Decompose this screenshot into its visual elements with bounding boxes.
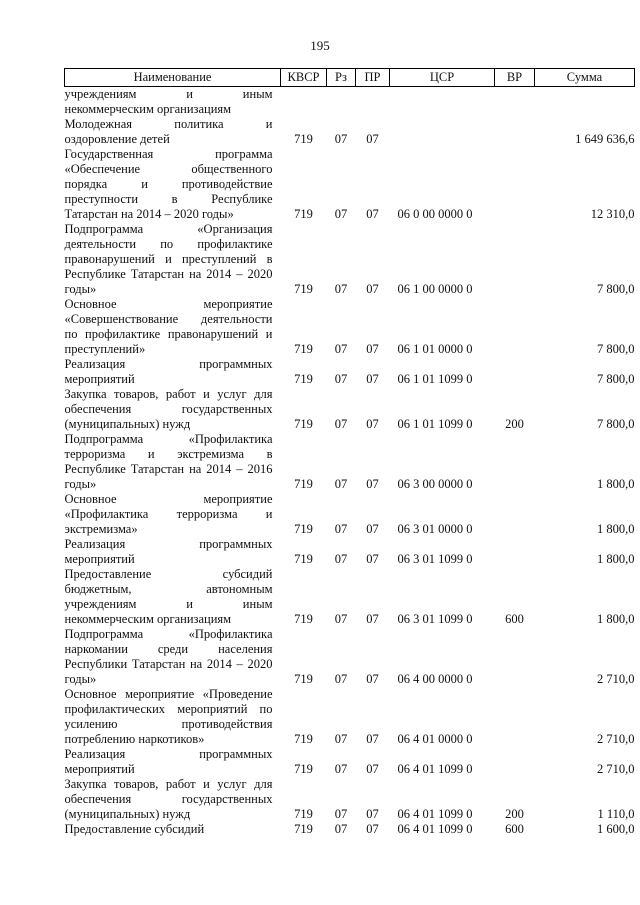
row-name-line: Подпрограмма «Организация <box>64 222 273 236</box>
row-name-line: учреждениям и иным <box>64 597 273 611</box>
row-sum: 1 649 636,6 <box>575 132 635 146</box>
row-name-line: обеспечения государственных <box>64 792 273 806</box>
row-vr: 200 <box>505 417 524 431</box>
row-name-line: наркомании среди населения <box>64 642 273 656</box>
row-rz: 07 <box>334 282 348 296</box>
row-rz <box>327 87 356 118</box>
row-kvsr: 719 <box>294 417 313 431</box>
row-name <box>65 222 281 297</box>
row-sum: 1 800,0 <box>597 522 635 536</box>
row-name-line: «Обеспечение общественного <box>64 162 273 176</box>
row-sum: 2 710,0 <box>597 732 635 746</box>
table-row <box>65 432 635 492</box>
row-csr: 06 3 01 1099 0 <box>397 612 473 626</box>
row-name-line: профилактических мероприятий по <box>64 702 273 716</box>
table-row <box>65 297 635 357</box>
row-vr: 600 <box>505 822 524 836</box>
row-name <box>65 627 281 687</box>
row-name-line: «Совершенствование деятельности <box>64 312 273 326</box>
row-vr <box>495 222 535 297</box>
row-rz: 07 <box>334 342 348 356</box>
row-name <box>65 747 281 777</box>
row-rz: 07 <box>334 552 348 566</box>
row-name-line: Закупка товаров, работ и услуг для <box>64 387 273 401</box>
row-kvsr: 719 <box>294 807 313 821</box>
row-csr: 06 1 01 1099 0 <box>397 372 473 386</box>
budget-table <box>64 68 635 837</box>
table-row <box>65 492 635 537</box>
row-kvsr <box>281 87 327 118</box>
row-vr <box>495 432 535 492</box>
row-csr: 06 4 01 1099 0 <box>397 762 473 776</box>
row-vr <box>495 537 535 567</box>
table-row <box>65 822 635 837</box>
header-csr: ЦСР <box>390 69 495 87</box>
row-sum: 7 800,0 <box>597 342 635 356</box>
row-pr: 07 <box>366 417 379 431</box>
page-number: 195 <box>310 38 330 53</box>
row-sum: 2 710,0 <box>597 762 635 776</box>
table-row <box>65 567 635 627</box>
row-name-line: бюджетным, автономным <box>64 582 273 596</box>
row-name-line: Основное мероприятие <box>64 492 273 506</box>
row-name-line: оздоровление детей <box>64 132 170 146</box>
row-kvsr: 719 <box>294 342 313 356</box>
row-name-line: «Профилактика терроризма и <box>64 507 273 521</box>
row-csr: 06 4 01 1099 0 <box>397 807 473 821</box>
row-name-line: годы» <box>64 477 97 491</box>
header-sum: Сумма <box>535 69 635 87</box>
table-row <box>65 537 635 567</box>
row-name <box>65 387 281 432</box>
row-vr <box>495 87 535 118</box>
row-pr: 07 <box>366 612 379 626</box>
header-pr: ПР <box>356 69 390 87</box>
row-name-line: (муниципальных) нужд <box>64 417 191 431</box>
row-name-line: Республике Татарстан на 2014 – 2020 <box>64 267 273 281</box>
row-sum: 1 800,0 <box>597 477 635 491</box>
row-pr: 07 <box>366 207 379 221</box>
row-sum: 1 800,0 <box>597 612 635 626</box>
row-sum: 1 110,0 <box>597 807 635 821</box>
row-csr: 06 3 01 1099 0 <box>397 552 473 566</box>
row-name-line: терроризма и экстремизма в <box>64 447 273 461</box>
table-row <box>65 87 635 118</box>
row-pr: 07 <box>366 672 379 686</box>
row-sum: 1 600,0 <box>597 822 635 836</box>
row-kvsr: 719 <box>294 372 313 386</box>
row-sum <box>535 87 635 118</box>
row-kvsr: 719 <box>294 732 313 746</box>
row-name-line: обеспечения государственных <box>64 402 273 416</box>
row-name <box>65 87 281 118</box>
row-name-line: экстремизма» <box>64 522 138 536</box>
row-name <box>65 567 281 627</box>
row-csr: 06 1 01 0000 0 <box>397 342 473 356</box>
row-kvsr: 719 <box>294 477 313 491</box>
row-name-line: Республике Татарстан на 2014 – 2016 <box>64 462 273 476</box>
row-name-line: Республики Татарстан на 2014 – 2020 <box>64 657 273 671</box>
row-name-line: Молодежная политика и <box>64 117 273 131</box>
row-vr <box>495 627 535 687</box>
row-pr: 07 <box>366 762 379 776</box>
row-rz: 07 <box>334 732 348 746</box>
row-csr: 06 4 01 0000 0 <box>397 732 473 746</box>
row-vr <box>495 747 535 777</box>
row-rz: 07 <box>334 672 348 686</box>
row-pr: 07 <box>366 342 379 356</box>
row-name-line: Реализация программных <box>64 537 273 551</box>
row-name <box>65 117 281 147</box>
row-name-line: порядка и противодействие <box>64 177 273 191</box>
row-kvsr: 719 <box>294 282 313 296</box>
header-vr: ВР <box>495 69 535 87</box>
row-name-line: некоммерческим организациям <box>64 612 232 626</box>
row-vr: 600 <box>505 612 524 626</box>
row-name <box>65 777 281 822</box>
row-csr: 06 1 00 0000 0 <box>397 282 473 296</box>
row-name-line: некоммерческим организациям <box>64 102 232 116</box>
row-pr: 07 <box>366 822 379 836</box>
row-csr: 06 3 00 0000 0 <box>397 477 473 491</box>
row-kvsr: 719 <box>294 522 313 536</box>
row-name-line: Предоставление субсидий <box>64 567 273 581</box>
row-name-line: правонарушений и преступлений в <box>64 252 273 266</box>
table-row <box>65 222 635 297</box>
row-name-line: преступлений» <box>64 342 146 356</box>
row-pr: 07 <box>366 522 379 536</box>
table-row <box>65 357 635 387</box>
row-pr: 07 <box>366 732 379 746</box>
row-name-line: Основное мероприятие <box>64 297 273 311</box>
row-rz: 07 <box>334 762 348 776</box>
row-rz: 07 <box>334 477 348 491</box>
row-name-line: (муниципальных) нужд <box>64 807 191 821</box>
row-pr: 07 <box>366 807 379 821</box>
row-vr <box>495 297 535 357</box>
table-header <box>65 69 635 87</box>
row-rz: 07 <box>334 822 348 836</box>
row-name-line: Реализация программных <box>64 747 273 761</box>
row-kvsr: 719 <box>294 612 313 626</box>
row-name-line: Реализация программных <box>64 357 273 371</box>
row-name <box>65 687 281 747</box>
row-name <box>65 147 281 222</box>
row-name-line: учреждениям и иным <box>64 87 273 101</box>
table-row <box>65 387 635 432</box>
header-kvsr: КВСР <box>281 69 327 87</box>
row-name-line: Подпрограмма «Профилактика <box>64 627 273 641</box>
row-name <box>65 537 281 567</box>
row-name-line: Татарстан на 2014 – 2020 годы» <box>64 207 234 221</box>
row-name-line: Основное мероприятие «Проведение <box>64 687 273 701</box>
row-csr <box>390 87 495 118</box>
header-name: Наименование <box>65 69 281 87</box>
row-sum: 1 800,0 <box>597 552 635 566</box>
row-name-line: Подпрограмма «Профилактика <box>64 432 273 446</box>
row-csr: 06 4 01 1099 0 <box>397 822 473 836</box>
row-name <box>65 822 281 837</box>
row-name-line: Закупка товаров, работ и услуг для <box>64 777 273 791</box>
row-rz: 07 <box>334 132 348 146</box>
row-name-line: годы» <box>64 282 97 296</box>
table-body <box>65 87 635 838</box>
row-name <box>65 492 281 537</box>
table-row <box>65 747 635 777</box>
row-rz: 07 <box>334 612 348 626</box>
table-row <box>65 117 635 147</box>
row-vr <box>495 147 535 222</box>
header-rz: Рз <box>327 69 356 87</box>
row-vr <box>495 357 535 387</box>
row-name-line: деятельности по профилактике <box>64 237 273 251</box>
row-rz: 07 <box>334 207 348 221</box>
row-sum: 7 800,0 <box>597 372 635 386</box>
row-name <box>65 357 281 387</box>
row-name-line: мероприятий <box>64 762 135 776</box>
row-pr <box>356 87 390 118</box>
table-row <box>65 687 635 747</box>
row-sum: 7 800,0 <box>597 282 635 296</box>
row-sum: 7 800,0 <box>597 417 635 431</box>
table-row <box>65 147 635 222</box>
row-name-line: преступности в Республике <box>64 192 273 206</box>
row-name <box>65 297 281 357</box>
row-rz: 07 <box>334 417 348 431</box>
row-csr: 06 1 01 1099 0 <box>397 417 473 431</box>
table-row <box>65 627 635 687</box>
row-csr: 06 0 00 0000 0 <box>397 207 473 221</box>
row-name-line: годы» <box>64 672 97 686</box>
row-pr: 07 <box>366 282 379 296</box>
row-vr <box>495 492 535 537</box>
table-row <box>65 777 635 822</box>
row-name-line: потреблению наркотиков» <box>64 732 205 746</box>
row-vr <box>495 117 535 147</box>
row-csr: 06 3 01 0000 0 <box>397 522 473 536</box>
row-vr <box>495 687 535 747</box>
row-kvsr: 719 <box>294 207 313 221</box>
row-name-line: усилению противодействия <box>64 717 273 731</box>
budget-table-container <box>64 68 634 837</box>
row-rz: 07 <box>334 807 348 821</box>
row-name-line: мероприятий <box>64 372 135 386</box>
row-sum: 2 710,0 <box>597 672 635 686</box>
row-pr: 07 <box>366 372 379 386</box>
row-kvsr: 719 <box>294 822 313 836</box>
row-sum: 12 310,0 <box>590 207 635 221</box>
row-name-line: мероприятий <box>64 552 135 566</box>
row-pr: 07 <box>366 552 379 566</box>
row-kvsr: 719 <box>294 132 313 146</box>
row-rz: 07 <box>334 522 348 536</box>
row-pr: 07 <box>366 477 379 491</box>
row-kvsr: 719 <box>294 552 313 566</box>
row-csr: 06 4 00 0000 0 <box>397 672 473 686</box>
row-name-line: Предоставление субсидий <box>64 822 205 836</box>
row-csr <box>390 117 495 147</box>
row-pr: 07 <box>366 132 379 146</box>
row-name <box>65 432 281 492</box>
row-vr: 200 <box>505 807 524 821</box>
row-kvsr: 719 <box>294 762 313 776</box>
row-name-line: Государственная программа <box>64 147 273 161</box>
row-kvsr: 719 <box>294 672 313 686</box>
row-rz: 07 <box>334 372 348 386</box>
row-name-line: по профилактике правонарушений и <box>64 327 273 341</box>
